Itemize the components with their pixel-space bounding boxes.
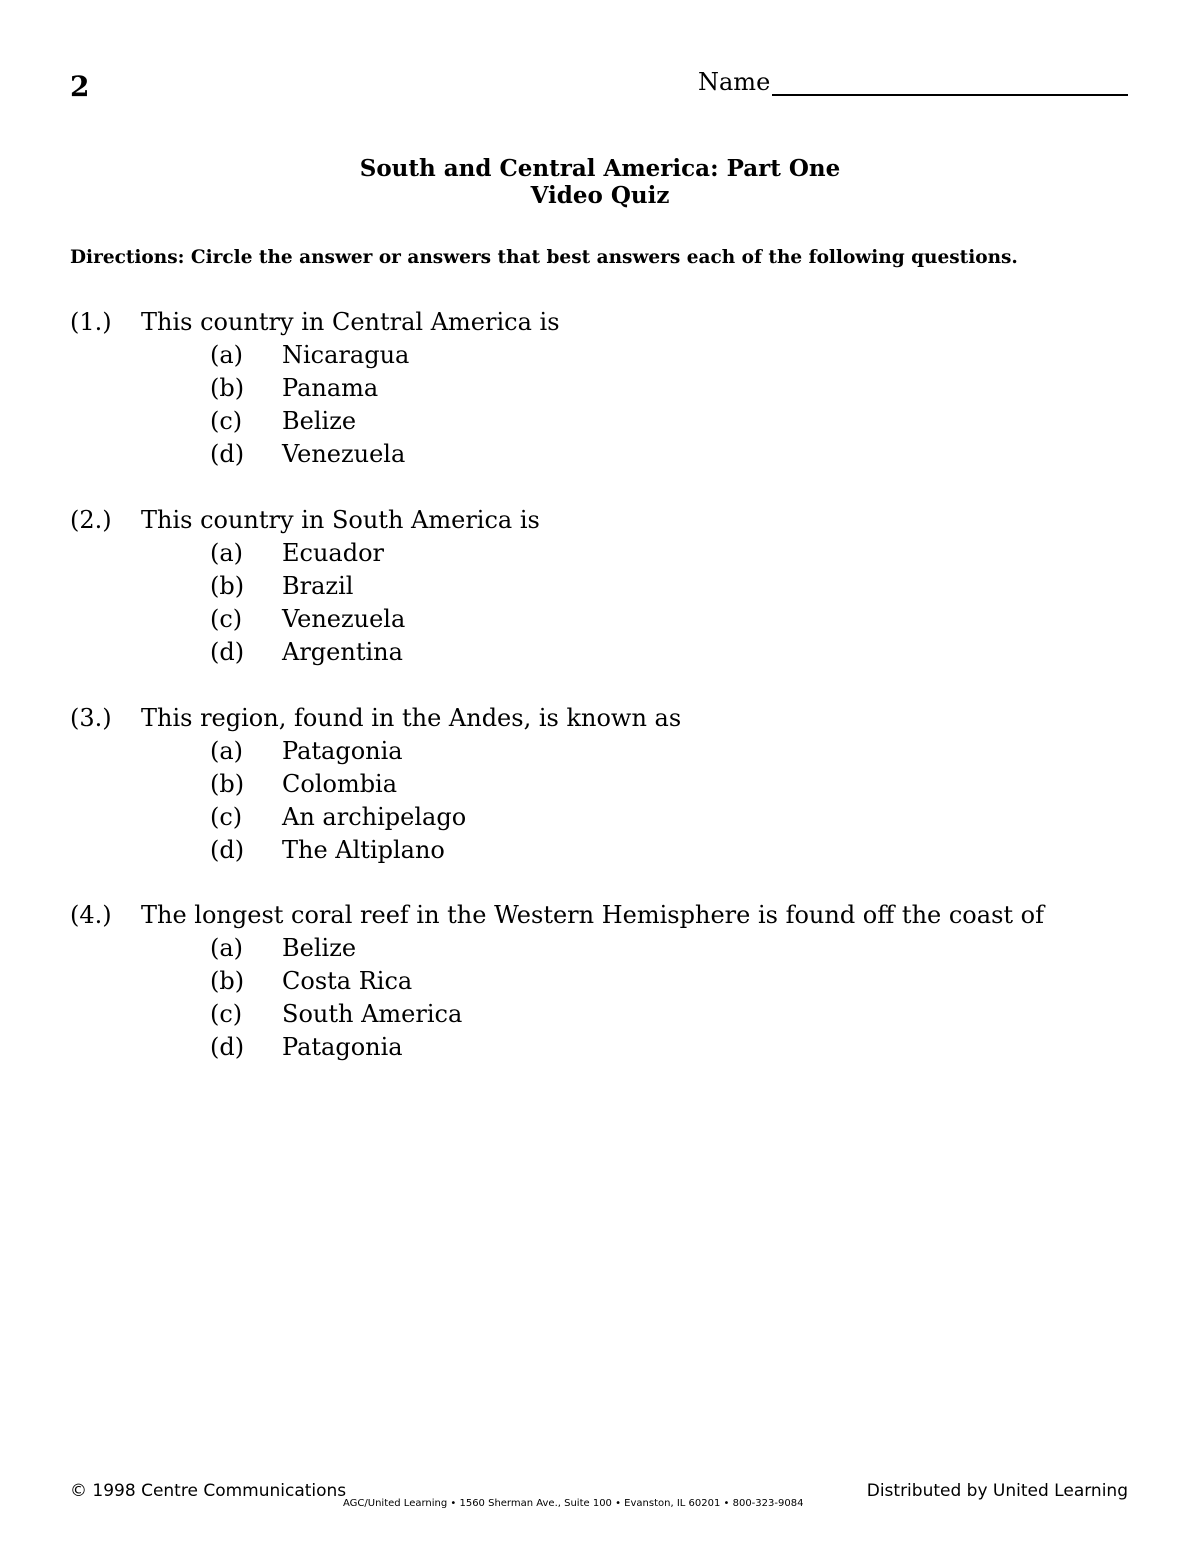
option-letter: (c)	[210, 1000, 243, 1028]
option-text: Costa Rica	[282, 967, 413, 995]
option-letter: (b)	[210, 374, 245, 402]
name-label: Name	[698, 68, 771, 96]
name-blank-line[interactable]	[772, 68, 1128, 96]
name-field	[698, 68, 1128, 96]
title-line-2: Video Quiz	[530, 182, 670, 209]
option-text: Venezuela	[282, 440, 406, 468]
footer-distributor: Distributed by United Learning	[866, 1481, 1128, 1501]
option-letter: (a)	[210, 341, 244, 369]
option-letter: (b)	[210, 967, 245, 995]
option-letter: (c)	[210, 605, 243, 633]
option-text: Nicaragua	[282, 341, 410, 369]
option-text: Brazil	[282, 572, 354, 600]
option-text: Colombia	[282, 770, 398, 798]
option-text: The Altiplano	[282, 836, 445, 864]
option-letter: (d)	[210, 836, 245, 864]
option-letter: (d)	[210, 638, 245, 666]
option-letter: (b)	[210, 572, 245, 600]
option-text: Panama	[282, 374, 379, 402]
directions: Directions: Circle the answer or answers that best answers each of the following questions.	[70, 247, 1018, 268]
option-text: Ecuador	[282, 539, 385, 567]
page-number: 2	[70, 70, 90, 103]
option-letter: (a)	[210, 737, 244, 765]
question-text: This country in South America is	[141, 506, 540, 534]
option-text: An archipelago	[282, 803, 467, 831]
option-text: Venezuela	[282, 605, 406, 633]
question-number: (2.)	[70, 506, 112, 534]
question-number: (1.)	[70, 308, 112, 336]
option-text: Argentina	[282, 638, 403, 666]
option-letter: (a)	[210, 539, 244, 567]
question-text: This country in Central America is	[141, 308, 560, 336]
question-text: The longest coral reef in the Western Hemisphere is found off the coast of	[141, 901, 1044, 929]
option-text: Belize	[282, 407, 357, 435]
footer-address: AGC/United Learning • 1560 Sherman Ave., Suite 100 • Evanston, IL 60201 • 800-323-9084	[343, 1498, 804, 1509]
option-letter: (b)	[210, 770, 245, 798]
option-text: Belize	[282, 934, 357, 962]
question-number: (3.)	[70, 704, 112, 732]
option-letter: (c)	[210, 803, 243, 831]
option-letter: (a)	[210, 934, 244, 962]
question-text: This region, found in the Andes, is known as	[141, 704, 682, 732]
option-letter: (d)	[210, 1033, 245, 1061]
footer-copyright: © 1998 Centre Communications	[70, 1481, 347, 1501]
option-text: South America	[282, 1000, 463, 1028]
option-text: Patagonia	[282, 737, 403, 765]
option-letter: (d)	[210, 440, 245, 468]
option-letter: (c)	[210, 407, 243, 435]
title-line-1: South and Central America: Part One	[359, 155, 841, 182]
quiz-title	[0, 155, 1200, 209]
option-text: Patagonia	[282, 1033, 403, 1061]
question-number: (4.)	[70, 901, 112, 929]
